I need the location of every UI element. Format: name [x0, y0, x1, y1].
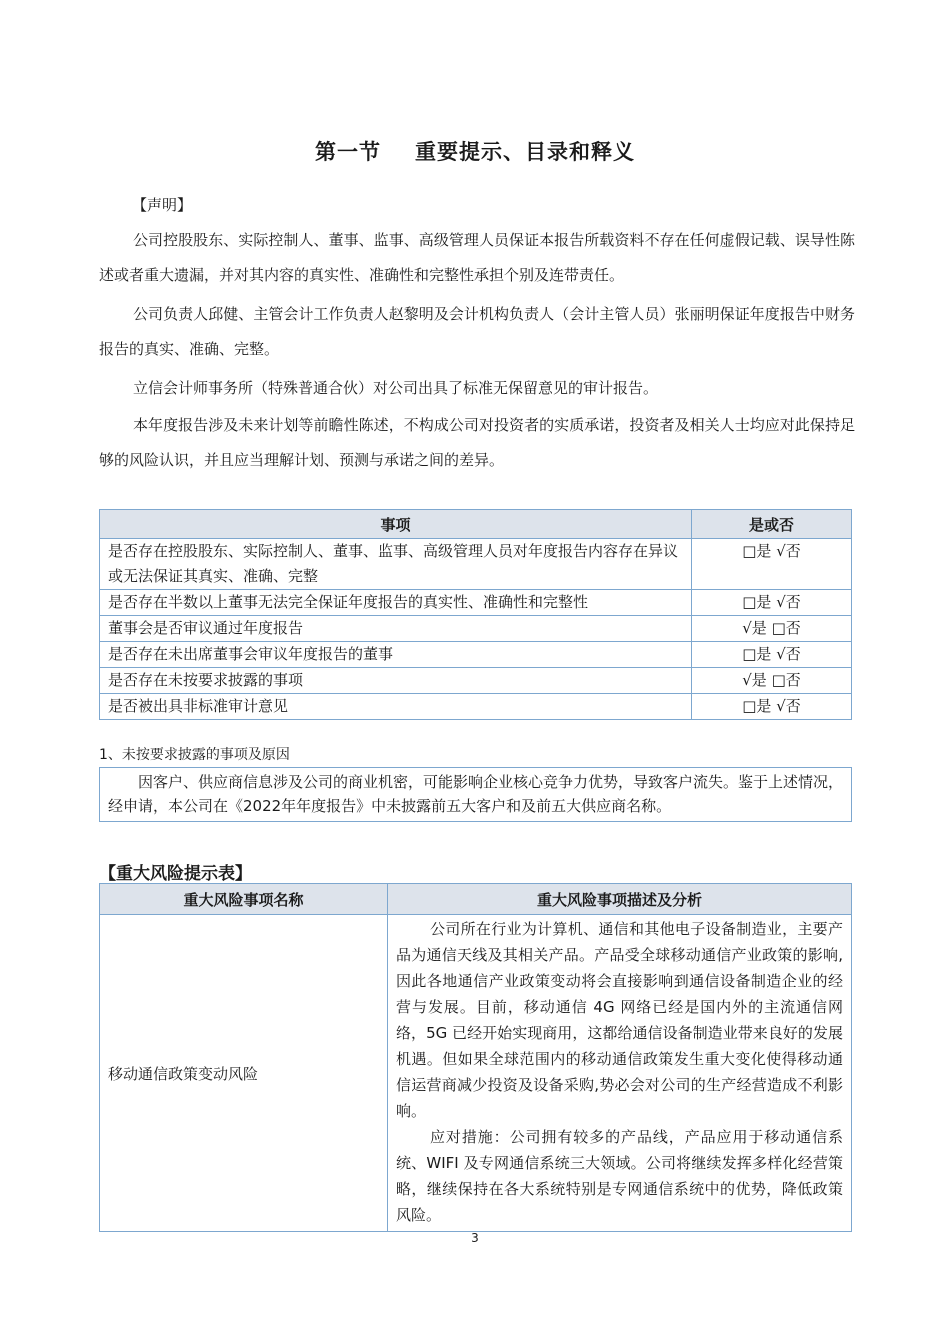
risk-description [388, 915, 852, 1232]
paragraph-signatories: 公司负责人邱健、主管会计工作负责人赵黎明及会计机构负责人（会计主管人员）张丽明保证年度报告中财务报告的真实、准确、完整。 [99, 305, 855, 358]
matter-answer: √是 □否 [692, 616, 852, 642]
table-row [100, 590, 852, 616]
page-number: 3 [471, 1231, 479, 1245]
table-row [100, 539, 852, 590]
section-number: 第一节 [315, 140, 381, 164]
matter-answer: □是 √否 [692, 590, 852, 616]
table-row [100, 668, 852, 694]
matter-item: 是否存在控股股东、实际控制人、董事、监事、高级管理人员对年度报告内容存在异议或无法保证其真实、准确、完整 [100, 539, 692, 590]
matter-item: 董事会是否审议通过年度报告 [100, 616, 692, 642]
table-row [100, 616, 852, 642]
undisclosed-box [99, 767, 852, 822]
matter-answer: √是 □否 [692, 668, 852, 694]
undisclosed-label: 1、未按要求披露的事项及原因 [99, 747, 290, 763]
table-row [100, 694, 852, 720]
risk-table-header [100, 884, 852, 915]
matter-item: 是否被出具非标准审计意见 [100, 694, 692, 720]
matter-item: 是否存在未出席董事会审议年度报告的董事 [100, 642, 692, 668]
matters-table-header [100, 510, 852, 539]
table-row [100, 915, 852, 1232]
header-risk-desc: 重大风险事项描述及分析 [388, 884, 852, 915]
paragraph-auditor: 立信会计师事务所（特殊普通合伙）对公司出具了标准无保留意见的审计报告。 [133, 379, 659, 397]
matter-item: 是否存在半数以上董事无法完全保证年度报告的真实性、准确性和完整性 [100, 590, 692, 616]
risk-countermeasure: 应对措施：公司拥有较多的产品线，产品应用于移动通信系统、WIFI 及专网通信系统三大领域。公司将继续发挥多样化经营策略，继续保持在各大系统特别是专网通信系统中的优势，降低政策风险。 [396, 1128, 843, 1224]
matter-answer: □是 √否 [692, 539, 852, 590]
table-row [100, 642, 852, 668]
matter-answer: □是 √否 [692, 642, 852, 668]
matters-table [99, 509, 852, 720]
risk-name: 移动通信政策变动风险 [100, 915, 388, 1232]
risk-analysis: 公司所在行业为计算机、通信和其他电子设备制造业，主要产品为通信天线及其相关产品。产品受全球移动通信产业政策的影响,因此各地通信产业政策变动将会直接影响到通信设备制造企业的经营与发展。目前，移动通信 4G 网络已经是国内外的主流通信网络，5G 已经开始实现商用，这都给通信设备制造业带来良好的发展机遇。但如果全球范围内的移动通信政策发生重大变化使得移动通信运营商减少投资及设备采购,势必会对公司的生产经营造成不利影响。 [396, 920, 843, 1120]
risk-table-heading: 【重大风险提示表】 [99, 864, 252, 884]
section-title [0, 136, 950, 166]
matter-item: 是否存在未按要求披露的事项 [100, 668, 692, 694]
paragraph-responsibility: 公司控股股东、实际控制人、董事、监事、高级管理人员保证本报告所载资料不存在任何虚假记载、误导性陈述或者重大遗漏，并对其内容的真实性、准确性和完整性承担个别及连带责任。 [99, 231, 855, 284]
section-name: 重要提示、目录和释义 [415, 140, 635, 164]
matter-answer: □是 √否 [692, 694, 852, 720]
statement-label: 【声明】 [132, 196, 193, 214]
risk-table [99, 883, 852, 1232]
paragraph-forward-looking: 本年度报告涉及未来计划等前瞻性陈述，不构成公司对投资者的实质承诺，投资者及相关人士均应对此保持足够的风险认识，并且应当理解计划、预测与承诺之间的差异。 [99, 416, 855, 469]
header-yes-no: 是或否 [692, 510, 852, 539]
undisclosed-text: 因客户、供应商信息涉及公司的商业机密，可能影响企业核心竞争力优势，导致客户流失。鉴于上述情况，经申请，本公司在《2022年年度报告》中未披露前五大客户和及前五大供应商名称。 [100, 768, 852, 822]
header-item: 事项 [100, 510, 692, 539]
header-risk-name: 重大风险事项名称 [100, 884, 388, 915]
